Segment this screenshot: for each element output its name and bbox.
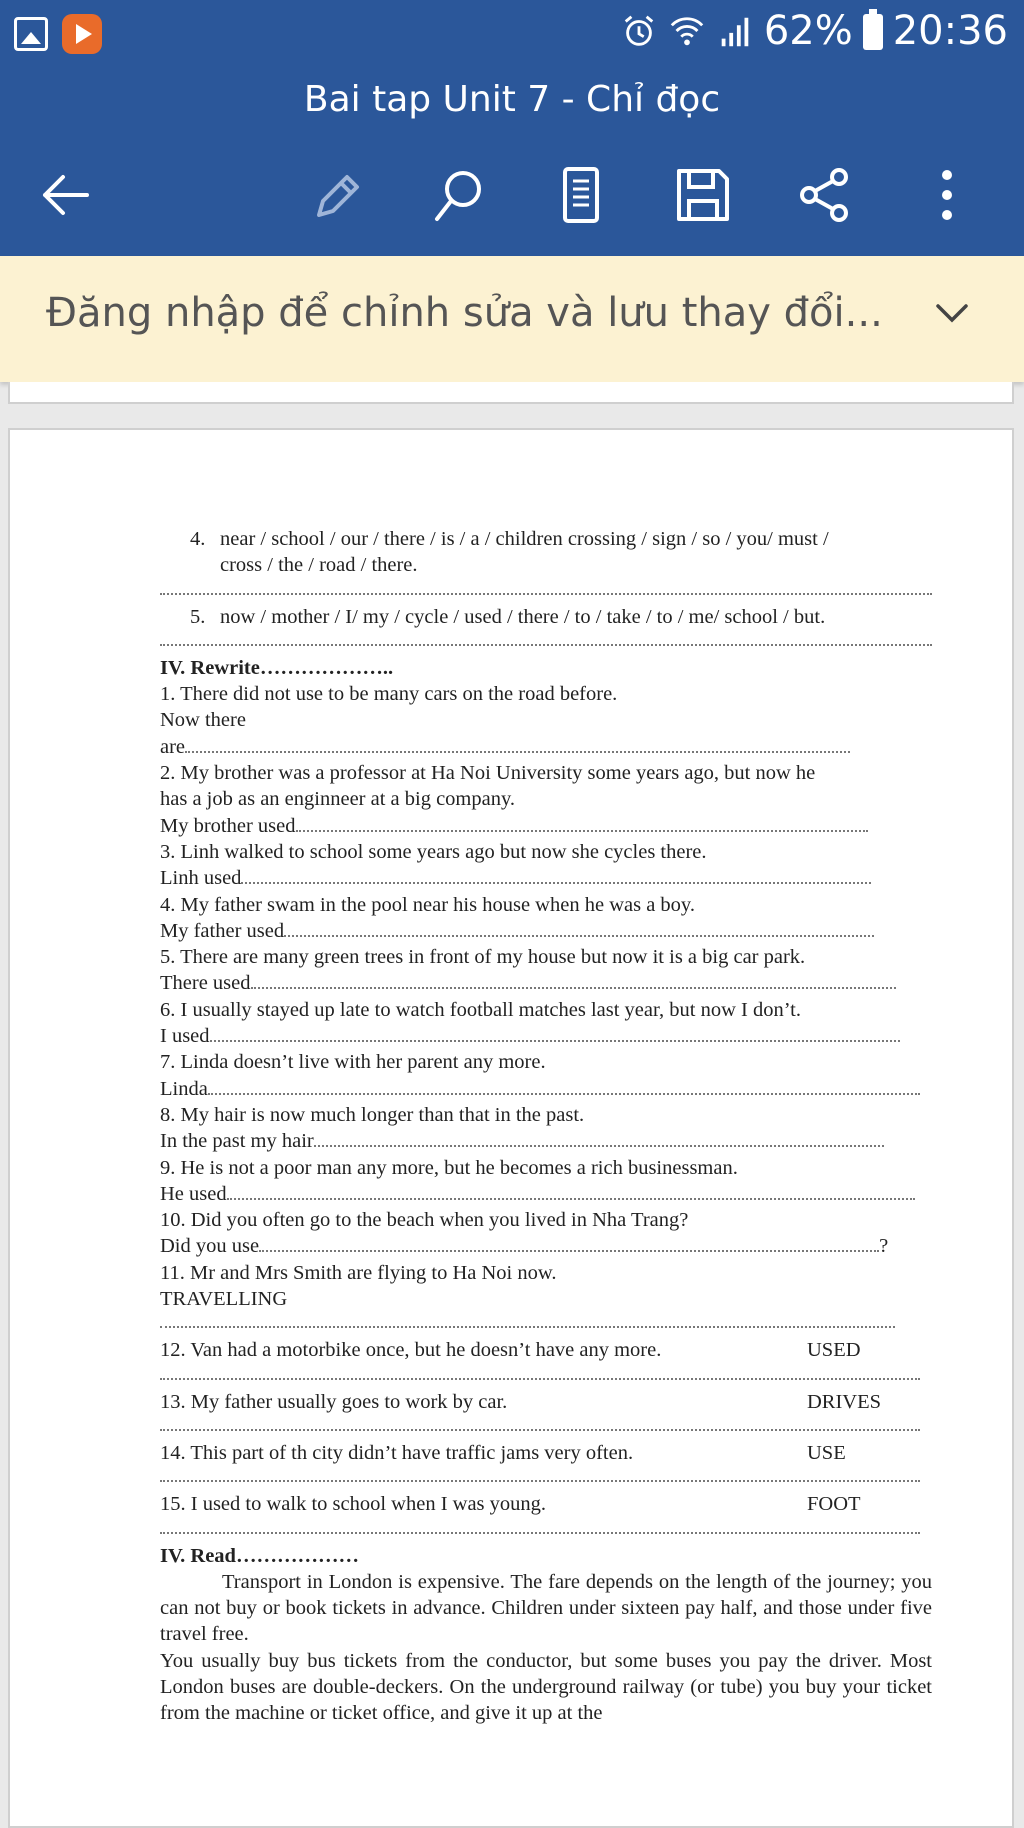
list-item: 4. near / school / our / there / is / a / children crossing / sign / so / you/ must / — [190, 528, 829, 550]
search-button[interactable] — [424, 160, 494, 230]
section-heading-read: IV. Read……………… — [160, 1544, 359, 1567]
question: 6. I usually stayed up late to watch football matches last year, but now I don’t. — [160, 998, 801, 1021]
back-arrow-icon — [37, 167, 93, 223]
alarm-icon — [620, 11, 658, 51]
save-button[interactable] — [668, 160, 738, 230]
answer-prompt: are — [160, 734, 932, 760]
question-with-keyword: 13. My father usually goes to work by car. DRIVES — [160, 1390, 882, 1413]
share-icon — [795, 165, 855, 225]
edit-button[interactable] — [300, 160, 370, 230]
question: 8. My hair is now much longer than that in the past. — [160, 1103, 585, 1126]
answer-prompt: Did you use ? — [160, 1235, 889, 1258]
list-item: 5. now / mother / I/ my / cycle / used / there / to / take / to / me/ school / but. — [190, 605, 826, 628]
question-with-keyword: 15. I used to walk to school when I was young. FOOT — [160, 1493, 861, 1516]
question-with-keyword: 12. Van had a motorbike once, but he doesn’t have any more. USED — [160, 1339, 861, 1362]
sign-in-banner-text: Đăng nhập để chỉnh sửa và lưu thay đổi... — [46, 290, 883, 336]
answer-prompt: My father used — [160, 918, 932, 944]
question: 7. Linda doesn’t live with her parent any more. — [160, 1051, 546, 1074]
document-content — [160, 526, 932, 1727]
save-icon — [673, 165, 733, 225]
answer-line — [160, 1466, 920, 1482]
document-page — [8, 428, 1014, 1828]
answer-prompt: There used — [160, 970, 932, 996]
question: 10. Did you often go to the beach when you lived in Nha Trang? — [160, 1209, 689, 1232]
answer-prompt: I used — [160, 1023, 932, 1049]
share-button[interactable] — [790, 160, 860, 230]
reading-paragraph: You usually buy bus tickets from the conductor, but some buses you pay the driver. Most London buses are double-deckers. On the underground railway (or tube) you buy your ticket from the machine or ticket office, and give it up at the — [160, 1649, 932, 1725]
previous-page-edge — [8, 382, 1014, 404]
answer-prompt: My brother used — [160, 813, 932, 839]
reading-paragraph: Transport in London is expensive. The fare depends on the length of the journey; you can not buy or book tickets in advance. Children under sixteen pay half, and those under five travel free. — [160, 1570, 932, 1646]
sign-in-banner[interactable] — [0, 256, 1024, 382]
question: 3. Linh walked to school some years ago but now she cycles there. — [160, 840, 707, 863]
answer-prompt: Linh used — [160, 865, 932, 891]
battery-percent: 62% — [763, 8, 853, 54]
gallery-notification-icon — [14, 17, 48, 51]
media-player-notification-icon — [62, 14, 102, 54]
question: 4. My father swam in the pool near his house when he was a boy. — [160, 893, 695, 916]
question-with-keyword: 14. This part of th city didn’t have traffic jams very often. USE — [160, 1441, 846, 1464]
clock: 20:36 — [892, 8, 1008, 54]
section-heading-rewrite: IV. Rewrite……………….. — [160, 656, 394, 679]
signal-icon — [716, 11, 754, 51]
answer-line — [160, 579, 932, 595]
list-item-continuation: cross / the / road / there. — [220, 554, 418, 577]
question: 1. There did not use to be many cars on the road before. — [160, 683, 618, 706]
answer-line — [160, 1312, 895, 1328]
back-button[interactable] — [30, 160, 100, 230]
answer-prompt: In the past my hair — [160, 1128, 932, 1154]
answer-line — [160, 1518, 920, 1534]
edit-pencil-icon — [307, 167, 363, 223]
more-options-icon — [937, 165, 957, 225]
search-icon — [429, 165, 489, 225]
answer-line — [160, 1415, 920, 1431]
question-continuation: has a job as an enginneer at a big company. — [160, 788, 516, 811]
question: 11. Mr and Mrs Smith are flying to Ha Noi now. — [160, 1261, 557, 1284]
wifi-icon — [668, 11, 706, 51]
reading-view-icon — [557, 165, 605, 225]
question: 9. He is not a poor man any more, but he becomes a rich businessman. — [160, 1156, 738, 1179]
keyword: TRAVELLING — [160, 1288, 288, 1311]
document-title: Bai tap Unit 7 - Chỉ đọc — [0, 72, 1024, 132]
question: 5. There are many green trees in front of my house but now it is a big car park. — [160, 946, 806, 969]
answer-line — [160, 630, 932, 646]
more-options-button[interactable] — [912, 160, 982, 230]
status-bar — [0, 0, 1024, 72]
answer-prompt: Now there — [160, 709, 246, 732]
reading-view-button[interactable] — [546, 160, 616, 230]
answer-prompt: Linda — [160, 1076, 932, 1102]
question: 2. My brother was a professor at Ha Noi University some years ago, but now he — [160, 762, 816, 785]
chevron-down-icon[interactable] — [934, 300, 970, 324]
app-toolbar — [0, 132, 1024, 256]
battery-icon — [863, 14, 883, 50]
answer-prompt: He used — [160, 1181, 932, 1207]
answer-line — [160, 1364, 920, 1380]
